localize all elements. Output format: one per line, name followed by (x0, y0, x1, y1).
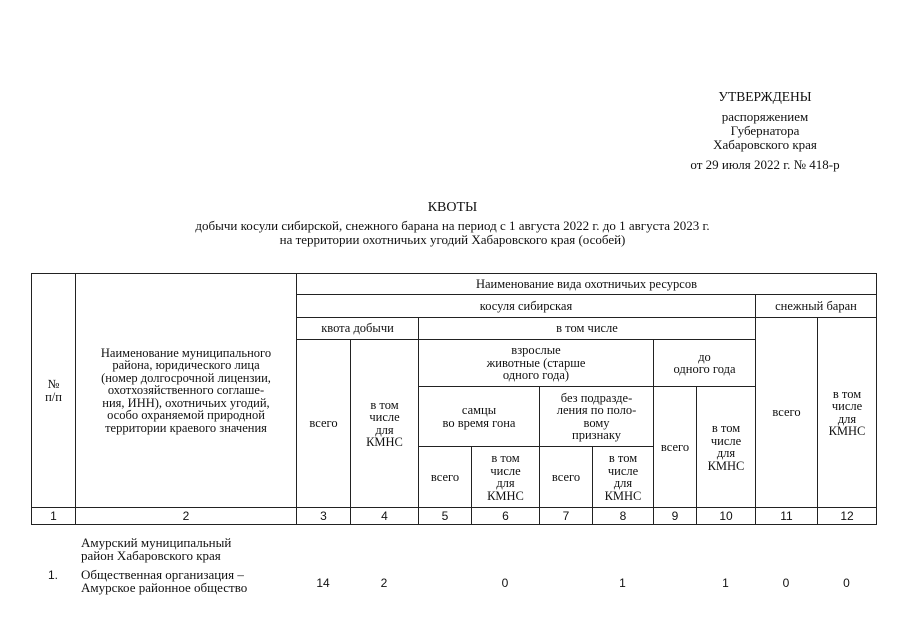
approval-line-3: Хабаровского края (713, 137, 817, 152)
column-number-9: 9 (654, 508, 697, 525)
header-under-one-total: всего (654, 387, 697, 508)
header-no-sex-division: без подразде- ления по поло- вому признаку (540, 387, 654, 447)
column-number-5: 5 (419, 508, 472, 525)
header-quota-kmns: в том числе для КМНС (351, 340, 419, 508)
header-number: № п/п (32, 274, 76, 508)
column-number-10: 10 (697, 508, 756, 525)
column-number-8: 8 (593, 508, 654, 525)
header-males-kmns: в том числе для КМНС (472, 447, 540, 508)
header-snow-sheep-total: всего (756, 318, 818, 508)
header-resources: Наименование вида охотничьих ресурсов (297, 274, 877, 295)
approval-line-2: Губернатора (730, 123, 800, 138)
column-number-1: 1 (32, 508, 76, 525)
header-under-one-year: до одного года (654, 340, 756, 387)
document-subtitle-line-1: добычи косули сибирской, снежного барана на период с 1 августа 2022 г. до 1 августа 2023 г. (195, 218, 710, 233)
value-col-12: 0 (843, 576, 850, 590)
header-males-total: всего (419, 447, 472, 508)
header-snow-sheep-kmns: в том числе для КМНС (818, 318, 877, 508)
approval-date: от 29 июля 2022 г. № 418-р (690, 157, 840, 172)
header-no-sex-kmns: в том числе для КМНС (593, 447, 654, 508)
approval-line-1: распоряжением (721, 109, 809, 124)
column-number-11: 11 (756, 508, 818, 525)
document-subtitle-line-2: на территории охотничьих угодий Хабаровского края (особей) (279, 232, 626, 247)
organization-name: Общественная организация – Амурское районное общество (81, 567, 248, 595)
header-roe-deer: косуля сибирская (297, 295, 756, 318)
value-col-8: 1 (619, 576, 626, 590)
header-quota: квота добычи (297, 318, 419, 340)
header-name: Наименование муниципального района, юридического лица (номер долгосрочной лицензии, охотхозяйственного соглаше- ния, ИНН), охотничьих угодий, особо охраняемой природной территории краевого значения (76, 274, 297, 508)
approval-block (640, 90, 890, 172)
value-col-6: 0 (501, 576, 509, 590)
quota-table (31, 273, 877, 525)
column-number-6: 6 (472, 508, 540, 525)
value-col-3: 14 (316, 576, 330, 590)
column-number-2: 2 (76, 508, 297, 525)
header-adults: взрослые животные (старше одного года) (419, 340, 654, 387)
document-title: КВОТЫ (427, 200, 478, 215)
document-subtitle (100, 219, 805, 247)
column-number-12: 12 (818, 508, 877, 525)
district-name: Амурский муниципальный район Хабаровского края (81, 535, 232, 563)
header-males-rut: самцы во время гона (419, 387, 540, 447)
value-col-10: 1 (722, 576, 729, 590)
header-including: в том числе (419, 318, 756, 340)
column-number-7: 7 (540, 508, 593, 525)
header-snow-sheep: снежный баран (756, 295, 877, 318)
header-no-sex-total: всего (540, 447, 593, 508)
value-col-4: 2 (380, 576, 388, 590)
row-number: 1. (47, 568, 58, 582)
header-under-one-kmns: в том числе для КМНС (697, 387, 756, 508)
column-number-4: 4 (351, 508, 419, 525)
header-quota-total: всего (297, 340, 351, 508)
approval-title: УТВЕРЖДЕНЫ (718, 89, 812, 104)
value-col-11: 0 (782, 576, 790, 590)
column-number-3: 3 (297, 508, 351, 525)
